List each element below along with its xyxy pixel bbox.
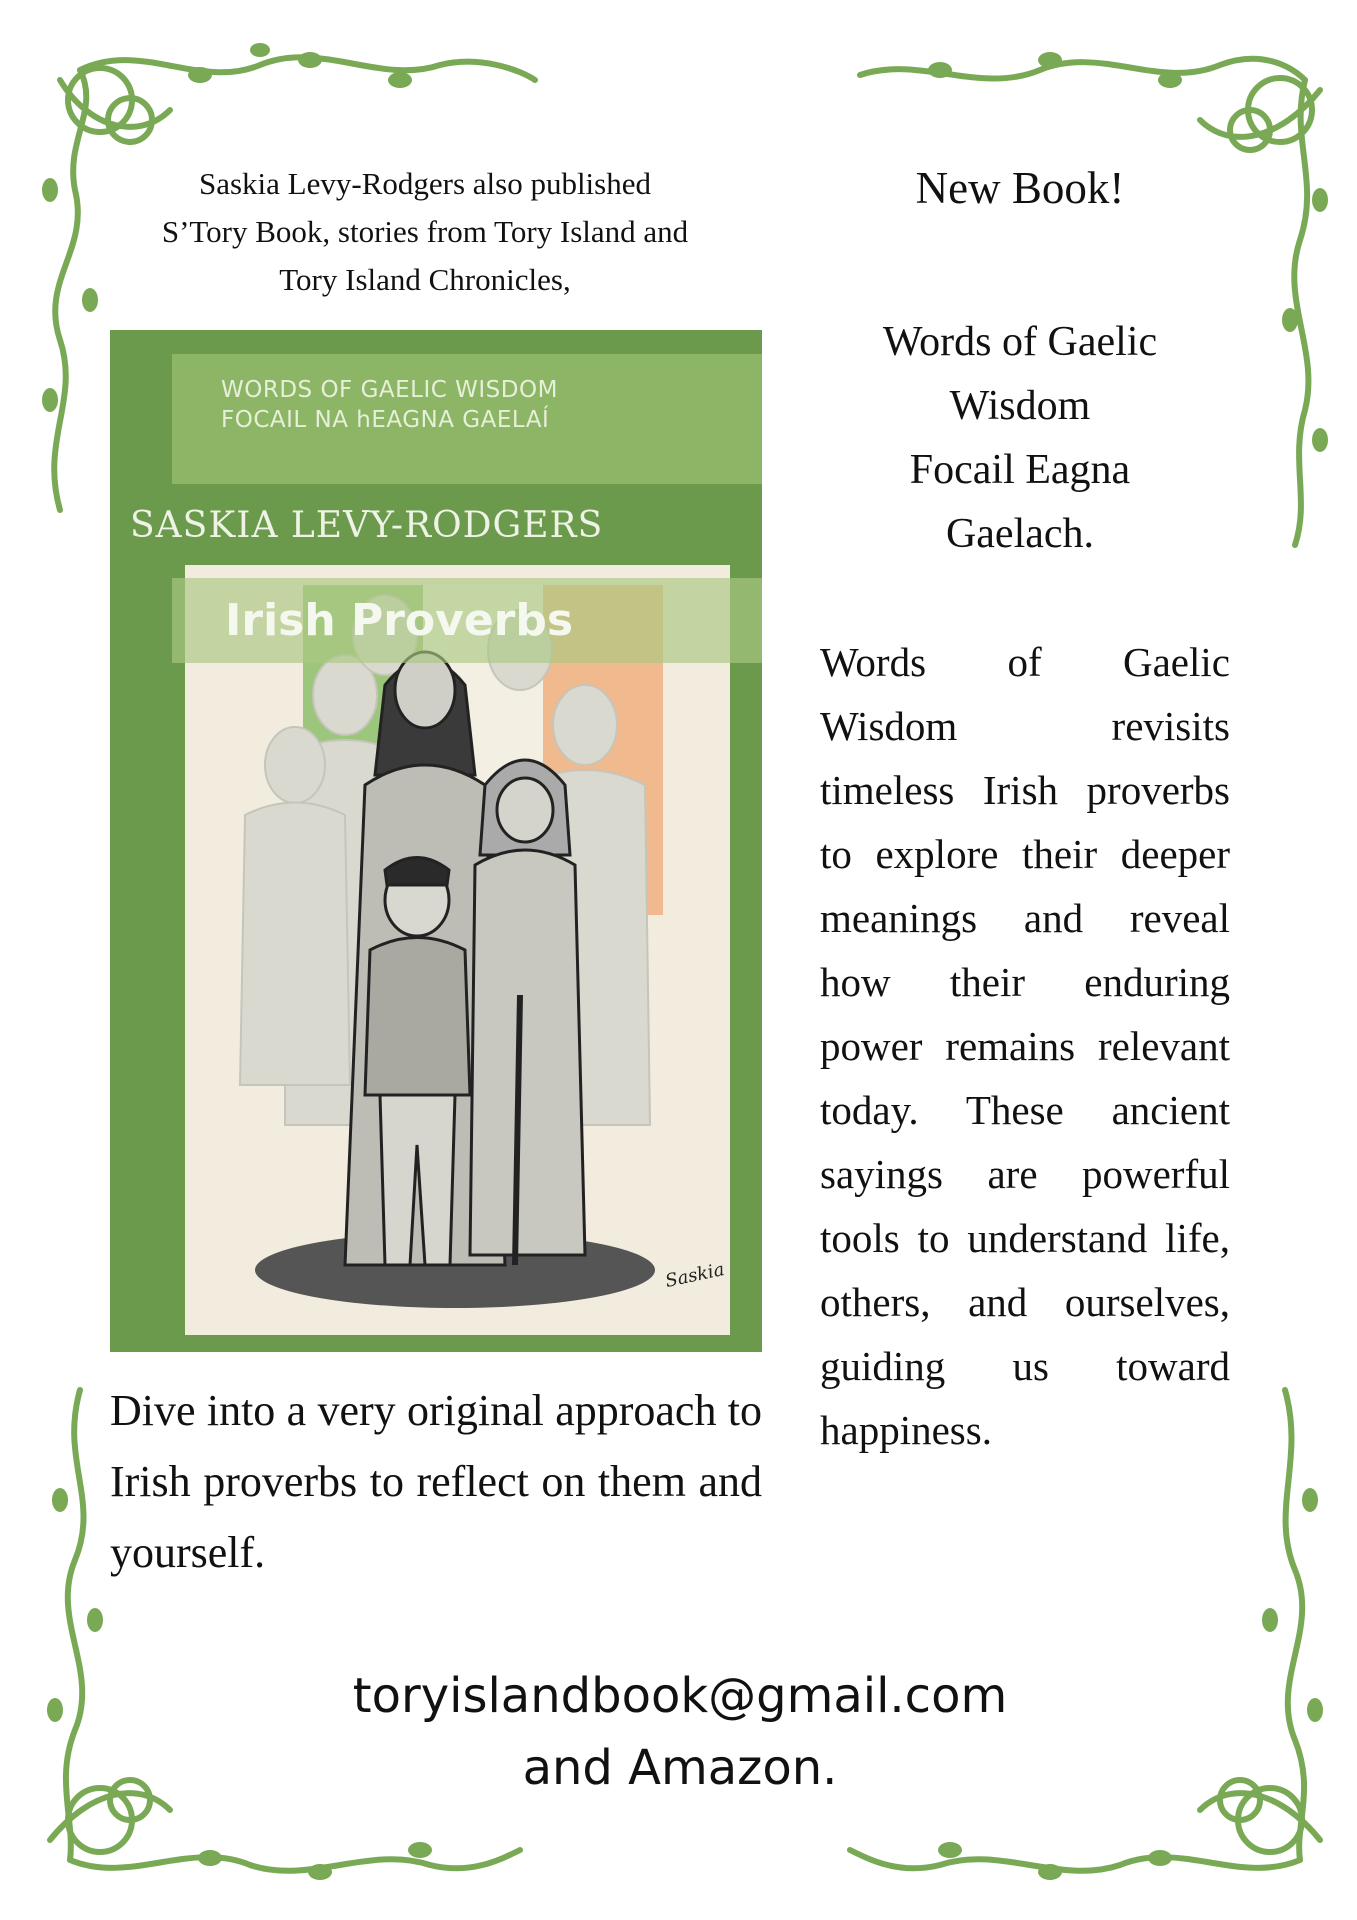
- cover-subtitle: Irish Proverbs: [225, 595, 574, 646]
- contact-block: [280, 1660, 1080, 1804]
- contact-store: and Amazon.: [522, 1740, 838, 1796]
- book-title-line: Words of Gaelic: [882, 319, 1158, 365]
- cover-series-line: WORDS OF GAELIC WISDOM: [221, 377, 558, 403]
- cover-signature: Saskia: [663, 1259, 727, 1292]
- book-title-block: [830, 310, 1210, 566]
- cover-series-title: [221, 375, 558, 435]
- cover-series-line: FOCAIL NA hEAGNA GAELAÍ: [221, 407, 550, 433]
- new-book-heading: New Book!: [915, 163, 1125, 213]
- cover-illustration: [185, 565, 730, 1335]
- contact-email: toryislandbook@gmail.com: [352, 1668, 1008, 1724]
- cover-author: SASKIA LEVY-RODGERS: [130, 505, 604, 546]
- book-cover: [110, 330, 762, 1352]
- intro-text: [100, 160, 750, 304]
- intro-line: Saskia Levy-Rodgers also published: [198, 166, 651, 201]
- book-description: Words of Gaelic Wisdom revisits timeless Irish proverbs to explore their deeper meanings and reveal how their enduring power remains relevant today. These ancient sayings are powerful tools to understand life, others, and ourselves, guiding us toward happiness.: [820, 639, 1230, 1453]
- book-title-line: Gaelach.: [945, 511, 1095, 557]
- book-title-line: Focail Eagna: [909, 447, 1131, 493]
- intro-line: Tory Island Chronicles,: [279, 262, 571, 297]
- book-title-line: Wisdom: [949, 383, 1091, 429]
- dive-text: Dive into a very original approach to Irish proverbs to reflect on them and yourself.: [110, 1386, 762, 1577]
- intro-line: S’Tory Book, stories from Tory Island and: [161, 214, 689, 249]
